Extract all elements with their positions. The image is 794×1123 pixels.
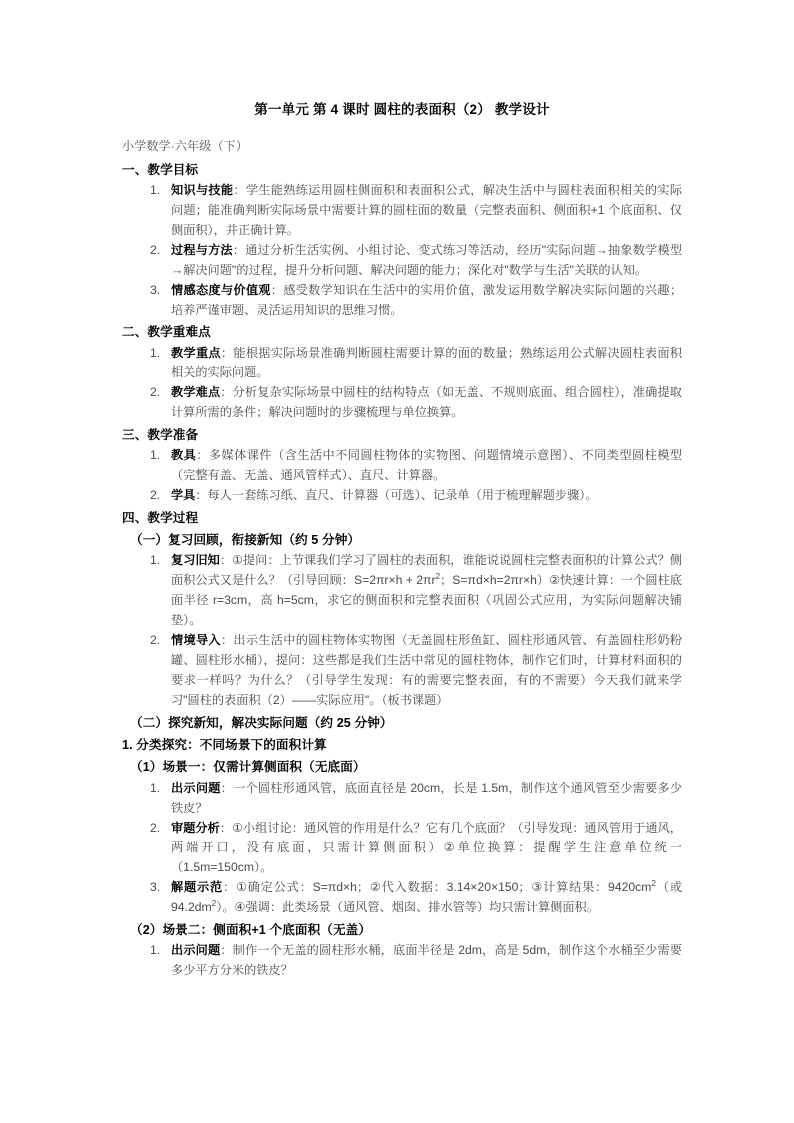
- list-item: [122, 383, 682, 423]
- item-label: 审题分析: [171, 820, 220, 835]
- part-one-list: [122, 551, 682, 710]
- item-label: 过程与方法: [171, 242, 233, 257]
- list-item: [122, 779, 682, 819]
- item-label: 教学重点: [171, 345, 221, 360]
- item-label: 学具: [171, 488, 196, 503]
- scene-one-list: [122, 779, 682, 918]
- list-item: [122, 446, 682, 486]
- item-label: 复习旧知: [171, 553, 220, 568]
- item-label: 出示问题: [171, 780, 221, 795]
- list-item: [122, 281, 682, 321]
- item-text: ：每人一套练习纸、直尺、计算器（可选）、记录单（用于梳理解题步骤）。: [195, 488, 598, 503]
- subheading-group-classification: 1. 分类探究：不同场景下的面积计算: [122, 737, 327, 752]
- item-text: ：一个圆柱形通风管，底面直径是 20cm，长是 1.5m，制作这个通风管至少需要多少铁皮？: [171, 780, 683, 815]
- section-heading-preparation: 三、教学准备: [122, 428, 199, 443]
- preparation-list: [122, 446, 682, 506]
- subheading-scene-two: （2）场景二：侧面积+1 个底面积（无盖）: [130, 922, 372, 937]
- document-subtitle: 小学数学·六年级（下）: [122, 139, 248, 154]
- list-item: [122, 551, 682, 631]
- section-heading-key-difficult: 二、教学重难点: [122, 325, 211, 340]
- section-heading-process: 四、教学过程: [122, 510, 199, 525]
- item-text: ：能根据实际场景准确判断圆柱需要计算的面的数量；熟练运用公式解决圆柱表面积相关的实际问题。: [171, 345, 683, 380]
- objectives-list: [122, 181, 682, 320]
- item-text: ：①小组讨论：通风管的作用是什么？它有几个底面？（引导发现：通风管用于通风，两端开口，没有底面，只需计算侧面积）②单位换算：提醒学生注意单位统一（1.5m=150cm）。: [171, 820, 682, 875]
- item-label: 解题示范: [171, 880, 223, 895]
- item-text: ：学生能熟练运用圆柱侧面积和表面积公式，解决生活中与圆柱表面积相关的实际问题；能准确判断实际场景中需要计算的圆柱面的数量（完整表面积、侧面积+1 个底面积、仅侧面积），并正确计算。: [171, 183, 683, 237]
- list-item: [122, 241, 682, 281]
- list-item: [122, 631, 682, 711]
- list-item: [122, 486, 682, 506]
- item-text: ：多媒体课件（含生活中不同圆柱物体的实物图、问题情境示意图）、不同类型圆柱模型（完整有盖、无盖、通风管样式）、直尺、计算器。: [171, 448, 682, 483]
- item-text: ：通过分析生活实例、小组讨论、变式练习等活动，经历"实际问题→抽象数学模型→解决问题"的过程，提升分析问题、解决问题的能力；深化对"数学与生活"关联的认知。: [171, 242, 683, 277]
- list-item: [122, 941, 682, 981]
- item-label: 情境导入: [171, 633, 221, 647]
- page-title: 第一单元 第 4 课时 圆柱的表面积（2） 教学设计: [254, 102, 550, 117]
- item-text: ：制作一个无盖的圆柱形水桶，底面半径是 2dm，高是 5dm，制作这个水桶至少需要多少平方分米的铁皮？: [171, 943, 682, 978]
- item-label: 教具: [171, 448, 197, 463]
- list-item: [122, 819, 682, 879]
- item-text: ：①提问：上节课我们学习了圆柱的表面积，谁能说说圆柱完整表面积的计算公式？侧面积公式又是什么？（引导回顾：$S=2\pi r\times h + 2\pi r^2$；S=πd×h=2πr×h）②快速计算：一个圆柱底面半径 r=3cm，高 h=5cm，求它的侧面积和完整表面积（巩固公式应用，为实际问题解决铺垫）。: [171, 553, 682, 628]
- list-item: [122, 878, 682, 918]
- item-text: ：分析复杂实际场景中圆柱的结构特点（如无盖、不规则底面、组合圆柱），准确提取计算所需的条件；解决问题时的步骤梳理与单位换算。: [171, 385, 682, 420]
- item-label: 知识与技能: [171, 183, 234, 198]
- item-text: ：感受数学知识在生活中的实用价值，激发运用数学解决实际问题的兴趣；培养严谨审题、灵活运用知识的思维习惯。: [171, 282, 683, 317]
- section-heading-objectives: 一、教学目标: [122, 163, 199, 178]
- item-text: ：①确定公式：S=πd×h；②代入数据：3.14×20×150；③计算结果：$9420cm^2$（或 $94.2dm^2$）。④强调：此类场景（通风管、烟囱、排水管等）均只需计算侧面积。: [171, 878, 683, 915]
- item-label: 情感态度与价值观: [171, 282, 271, 297]
- item-text: ：出示生活中的圆柱物体实物图（无盖圆柱形鱼缸、圆柱形通风管、有盖圆柱形奶粉罐、圆柱形水桶），提问：这些都是我们生活中常见的圆柱物体，制作它们时，计算材料面积的要求一样吗？为什么？（引导学生发现：有的需要完整表面，有的不需要）今天我们就来学习"圆柱的表面积（2）——实际应用"。（板书课题）: [171, 633, 683, 707]
- item-label: 教学难点: [171, 385, 221, 400]
- item-label: 出示问题: [171, 943, 221, 958]
- subheading-part-two: （二）探究新知，解决实际问题（约 25 分钟）: [130, 715, 393, 730]
- subheading-part-one: （一）复习回顾，衔接新知（约 5 分钟）: [130, 533, 361, 548]
- list-item: [122, 181, 682, 241]
- list-item: [122, 344, 682, 384]
- scene-two-list: [122, 941, 682, 981]
- subheading-scene-one: （1）场景一：仅需计算侧面积（无底面）: [130, 760, 366, 775]
- key-difficult-list: [122, 344, 682, 424]
